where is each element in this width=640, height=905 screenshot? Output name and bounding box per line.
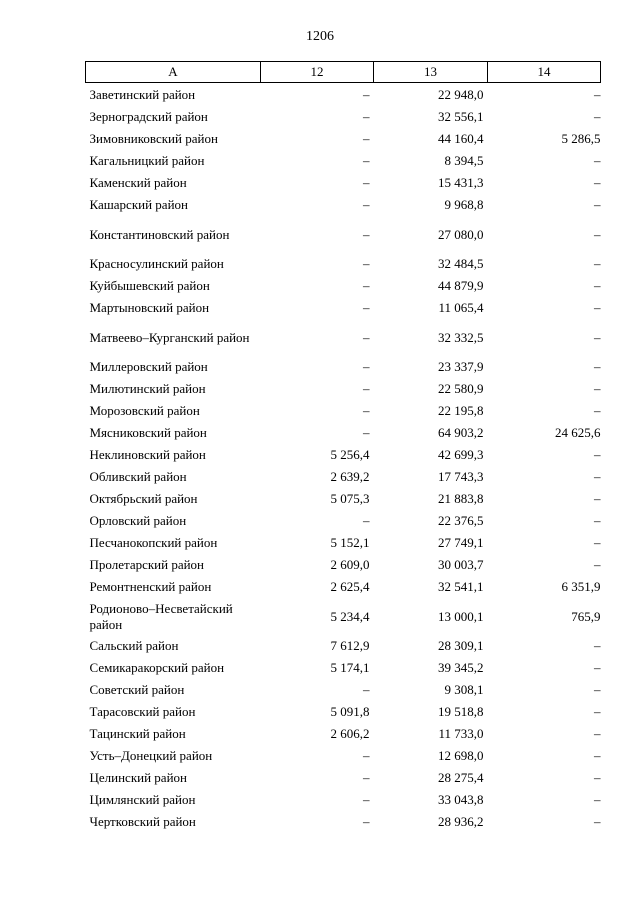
page-number: 1206 [306, 29, 334, 44]
col-13-cell: 9 308,1 [444, 682, 484, 697]
table-row [86, 723, 601, 745]
district-name-cell: Семикаракорский район [89, 660, 225, 675]
col-14-cell: – [594, 660, 601, 675]
district-name-cell: Песчанокопский район [89, 535, 218, 550]
district-name-cell: Кагальницкий район [89, 153, 205, 168]
col-13-cell: 32 541,1 [438, 579, 484, 594]
col-14-cell: – [594, 638, 601, 653]
col-14-cell: 5 286,5 [561, 131, 601, 146]
col-14-cell: 24 625,6 [555, 425, 601, 440]
table-row [86, 275, 601, 297]
table-row [86, 356, 601, 378]
header-col-13: 13 [374, 62, 488, 83]
district-name-cell: Пролетарский район [89, 557, 205, 572]
district-name-cell: Красносулинский район [89, 256, 224, 271]
district-name-cell: Зерноградский район [89, 109, 208, 124]
table-row [86, 150, 601, 172]
district-name-cell: Морозовский район [89, 403, 200, 418]
district-name-cell: Обливский район [89, 469, 187, 484]
district-name-cell: Каменский район [89, 175, 187, 190]
col-14-cell: – [594, 770, 601, 785]
col-12-cell: 5 091,8 [330, 704, 370, 719]
table-row [86, 488, 601, 510]
district-name-cell: Чертковский район [89, 814, 196, 829]
header-col-a: А [86, 62, 261, 83]
col-14-cell: – [594, 792, 601, 807]
col-13-cell: 22 580,9 [438, 381, 484, 396]
col-14-cell: – [594, 381, 601, 396]
col-13-cell: 32 484,5 [438, 256, 484, 271]
col-14-cell: – [594, 726, 601, 741]
col-12-cell: 2 609,0 [330, 557, 370, 572]
table-body [86, 83, 601, 834]
col-13-cell: 13 000,1 [438, 608, 484, 624]
table-row [86, 510, 601, 532]
col-12-cell: – [363, 425, 370, 440]
col-13-cell: 8 394,5 [444, 153, 484, 168]
col-12-cell: 5 234,4 [330, 608, 370, 624]
col-14-cell: – [594, 814, 601, 829]
col-14-cell: – [594, 153, 601, 168]
col-12-cell: – [363, 226, 370, 242]
col-13-cell: 21 883,8 [438, 491, 484, 506]
col-14-cell: – [594, 359, 601, 374]
col-13-cell: 39 345,2 [438, 660, 484, 675]
col-12-cell: – [363, 814, 370, 829]
col-12-cell: 7 612,9 [330, 638, 370, 653]
district-name-cell: Миллеровский район [89, 359, 208, 374]
table-row [86, 253, 601, 275]
col-14-cell: 6 351,9 [561, 579, 601, 594]
col-12-cell: – [363, 359, 370, 374]
table-row [86, 576, 601, 598]
col-13-cell: 22 376,5 [438, 513, 484, 528]
district-name-cell: Матвеево–Курганский район [89, 329, 250, 345]
table-row [86, 194, 601, 216]
col-14-cell: – [594, 704, 601, 719]
header-col-12: 12 [261, 62, 374, 83]
col-13-cell: 15 431,3 [438, 175, 484, 190]
col-13-cell: 9 968,8 [444, 197, 484, 212]
col-14-cell: – [594, 329, 601, 345]
col-13-cell: 27 080,0 [438, 226, 484, 242]
table-row [86, 811, 601, 833]
col-13-cell: 23 337,9 [438, 359, 484, 374]
district-name-cell: Усть–Донецкий район [89, 748, 213, 763]
col-13-cell: 32 556,1 [438, 109, 484, 124]
district-name-cell: Ремонтненский район [89, 579, 212, 594]
table-row [86, 635, 601, 657]
col-12-cell: – [363, 153, 370, 168]
col-12-cell: – [363, 175, 370, 190]
table-row [86, 216, 601, 253]
col-12-cell: – [363, 87, 370, 102]
district-name-cell: Заветинский район [89, 87, 196, 102]
col-14-cell: – [594, 748, 601, 763]
table-row [86, 172, 601, 194]
table-row [86, 297, 601, 319]
table-row [86, 444, 601, 466]
table-row [86, 657, 601, 679]
district-name-cell: Цимлянский район [89, 792, 196, 807]
col-13-cell: 64 903,2 [438, 425, 484, 440]
table-row [86, 789, 601, 811]
col-12-cell: – [363, 197, 370, 212]
col-14-cell: – [594, 535, 601, 550]
col-13-cell: 12 698,0 [438, 748, 484, 763]
district-name-cell: Орловский район [89, 513, 187, 528]
col-14-cell: 765,9 [571, 608, 601, 624]
col-14-cell: – [594, 469, 601, 484]
col-13-cell: 44 879,9 [438, 278, 484, 293]
col-14-cell: – [594, 300, 601, 315]
data-table [85, 61, 601, 833]
table-row [86, 400, 601, 422]
table-row [86, 422, 601, 444]
district-name-cell: Константиновский район [89, 226, 230, 242]
col-14-cell: – [594, 109, 601, 124]
district-name-cell: Советский район [89, 682, 185, 697]
col-12-cell: – [363, 748, 370, 763]
table-row [86, 554, 601, 576]
col-12-cell: – [363, 300, 370, 315]
district-name-cell: Сальский район [89, 638, 179, 653]
district-name-cell: Кашарский район [89, 197, 188, 212]
col-12-cell: – [363, 770, 370, 785]
col-12-cell: 2 625,4 [330, 579, 370, 594]
table-row [86, 701, 601, 723]
col-14-cell: – [594, 491, 601, 506]
district-name-cell: Мясниковский район [89, 425, 207, 440]
col-12-cell: – [363, 682, 370, 697]
col-14-cell: – [594, 403, 601, 418]
col-13-cell: 44 160,4 [438, 131, 484, 146]
district-name-cell: Неклиновский район [89, 447, 206, 462]
col-13-cell: 17 743,3 [438, 469, 484, 484]
district-name-cell: Зимовниковский район [89, 131, 218, 146]
district-name-cell: Милютинский район [89, 381, 206, 396]
col-12-cell: 2 639,2 [330, 469, 370, 484]
col-13-cell: 28 275,4 [438, 770, 484, 785]
col-12-cell: 5 256,4 [330, 447, 370, 462]
table-row [86, 83, 601, 107]
col-14-cell: – [594, 278, 601, 293]
table-row [86, 106, 601, 128]
district-name-cell: Мартыновский район [89, 300, 210, 315]
table-row [86, 598, 601, 635]
col-13-cell: 30 003,7 [438, 557, 484, 572]
table-header [86, 62, 601, 83]
table-row [86, 767, 601, 789]
col-13-cell: 11 733,0 [438, 726, 484, 741]
col-13-cell: 27 749,1 [438, 535, 484, 550]
col-12-cell: – [363, 792, 370, 807]
table-row [86, 745, 601, 767]
col-12-cell: – [363, 131, 370, 146]
district-name-cell: Куйбышевский район [89, 278, 210, 293]
col-12-cell: 5 174,1 [330, 660, 370, 675]
header-row [86, 62, 601, 83]
col-13-cell: 28 936,2 [438, 814, 484, 829]
col-13-cell: 28 309,1 [438, 638, 484, 653]
table-row [86, 128, 601, 150]
district-name-cell: Октябрьский район [89, 491, 198, 506]
col-13-cell: 22 195,8 [438, 403, 484, 418]
col-12-cell: – [363, 109, 370, 124]
table-row [86, 679, 601, 701]
header-col-14: 14 [488, 62, 601, 83]
district-name-cell: Тацинский район [89, 726, 186, 741]
table-row [86, 532, 601, 554]
col-13-cell: 19 518,8 [438, 704, 484, 719]
col-12-cell: – [363, 278, 370, 293]
district-name-cell: Целинский район [89, 770, 187, 785]
col-14-cell: – [594, 557, 601, 572]
col-13-cell: 42 699,3 [438, 447, 484, 462]
table-row [86, 378, 601, 400]
col-14-cell: – [594, 513, 601, 528]
col-13-cell: 32 332,5 [438, 329, 484, 345]
col-14-cell: – [594, 226, 601, 242]
col-12-cell: 2 606,2 [330, 726, 370, 741]
table-row [86, 466, 601, 488]
col-14-cell: – [594, 87, 601, 102]
col-14-cell: – [594, 447, 601, 462]
col-12-cell: – [363, 403, 370, 418]
table-row [86, 319, 601, 356]
col-12-cell: – [363, 513, 370, 528]
col-13-cell: 33 043,8 [438, 792, 484, 807]
district-name-cell: Родионово–Несветайский район [89, 600, 233, 632]
col-12-cell: 5 075,3 [330, 491, 370, 506]
col-13-cell: 22 948,0 [438, 87, 484, 102]
col-13-cell: 11 065,4 [438, 300, 484, 315]
district-name-cell: Тарасовский район [89, 704, 196, 719]
col-12-cell: 5 152,1 [330, 535, 370, 550]
col-12-cell: – [363, 381, 370, 396]
col-14-cell: – [594, 197, 601, 212]
col-14-cell: – [594, 682, 601, 697]
col-14-cell: – [594, 256, 601, 271]
col-14-cell: – [594, 175, 601, 190]
col-12-cell: – [363, 256, 370, 271]
col-12-cell: – [363, 329, 370, 345]
